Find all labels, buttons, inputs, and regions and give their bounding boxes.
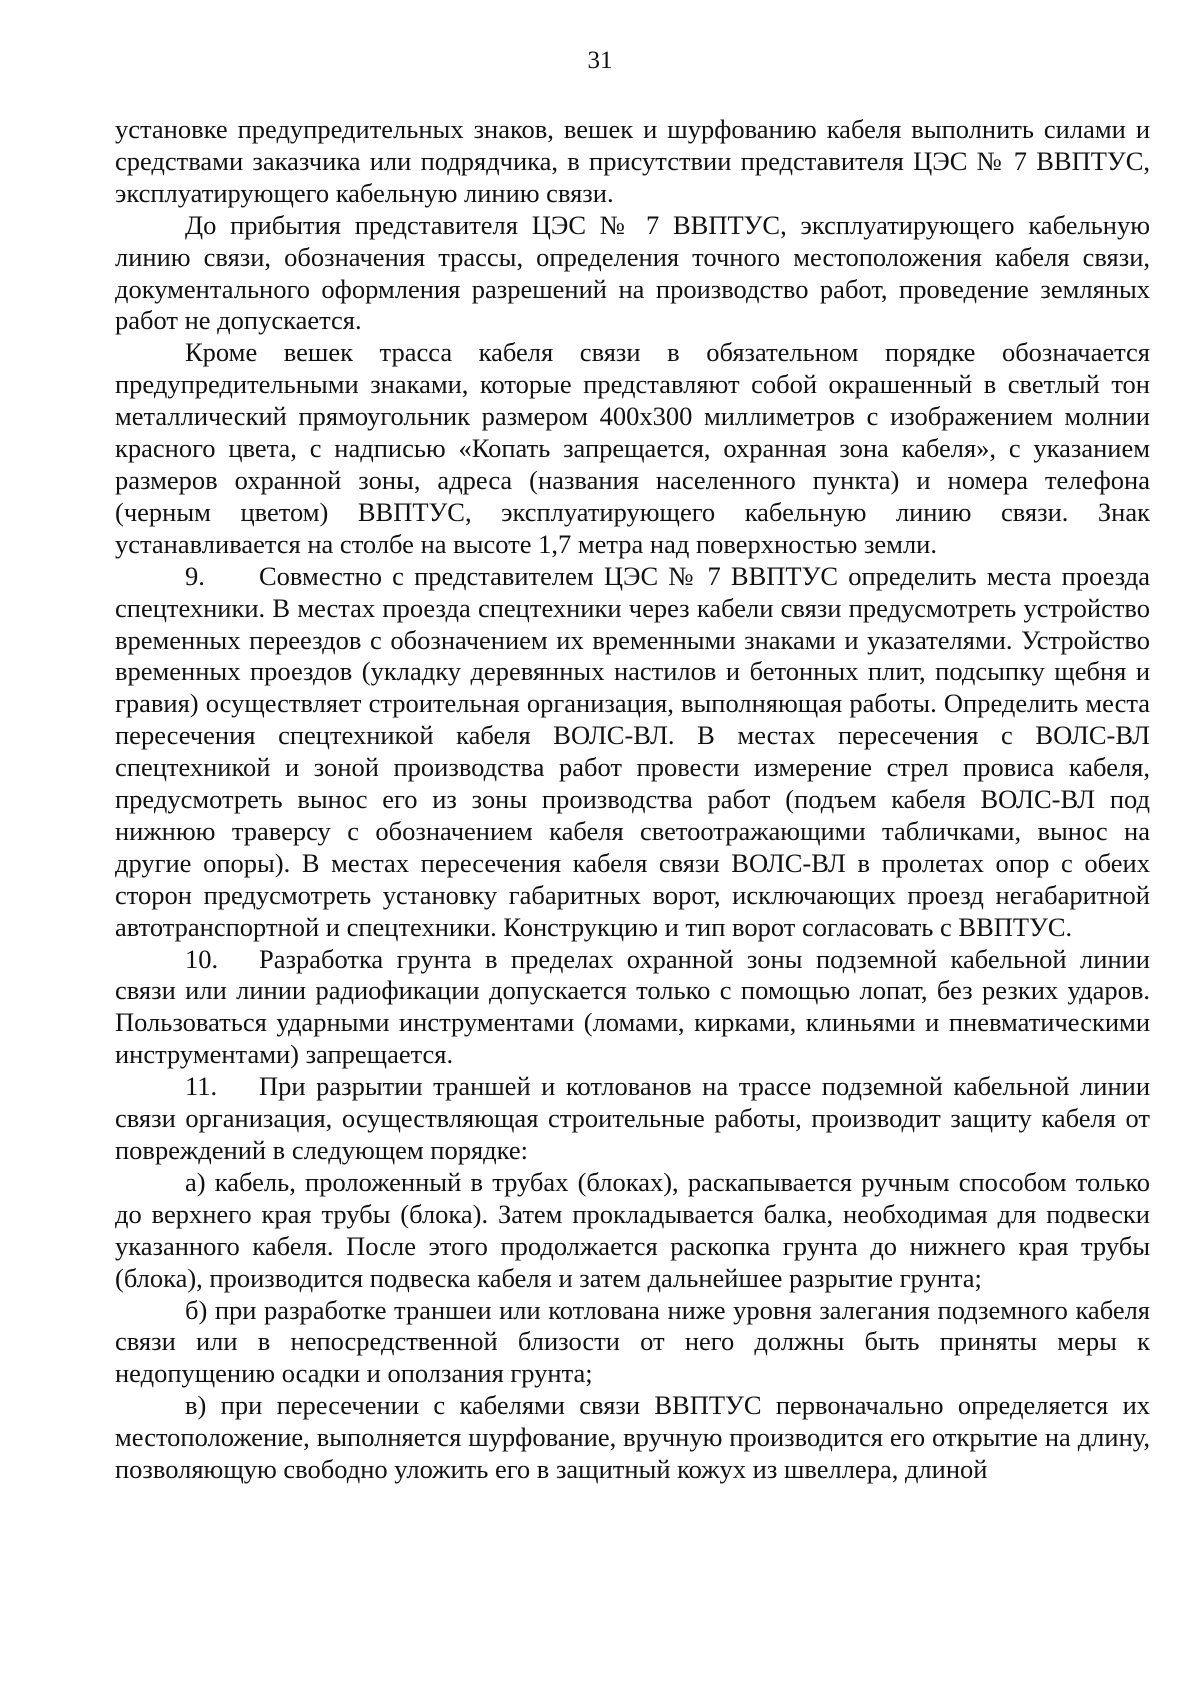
item-number-11: 11. (185, 1071, 218, 1102)
item-number-9: 9. (185, 560, 205, 591)
paragraph-3 (115, 337, 1150, 560)
paragraph-item-9-text: Совместно с представителем ЦЭС № 7 ВВПТУС определить места проезда спецтехники. В местах проезда спецтехники через кабели связи предусмотреть устройство временных переездов с обозначением их временными знаками и указателями. Устройство временных проездов (укладку деревянных настилов и бетонных плит, подсыпку щебня и гравия) осуществляет строительная организация, выполняющая работы. Определить места пересечения спецтехникой кабеля ВОЛС-ВЛ. В местах пересечения с ВОЛС-ВЛ спецтехникой и зоной производства работ провести измерение стрел провиса кабеля, предусмотреть вынос его из зоны производства работ (подъем кабеля ВОЛС-ВЛ под нижнюю траверсу с обозначением кабеля светоотражающими табличками, вынос на другие опоры). В местах пересечения кабеля связи ВОЛС-ВЛ в пролетах опор с обеих сторон предусмотреть установку габаритных ворот, исключающих проезд негабаритной автотранспортной и спецтехники. Конструкцию и тип ворот согласовать с ВВПТУС. (115, 560, 1150, 942)
paragraph-1 (115, 114, 1150, 210)
paragraph-1-text: установке предупредительных знаков, вешек и шурфованию кабеля выполнить силами и средствами заказчика или подрядчика, в присутствии представителя ЦЭС № 7 ВВПТУС, эксплуатирующего кабельную линию связи. (115, 114, 1150, 208)
subitem-a (115, 1167, 1150, 1295)
paragraph-item-9 (115, 561, 1150, 944)
page-number: 31 (587, 47, 613, 74)
paragraph-item-11-text: При разрытии траншей и котлованов на трассе подземной кабельной линии связи организация, осуществляющая строительные работы, производит защиту кабеля от повреждений в следующем порядке: (115, 1071, 1150, 1165)
subitem-v-text: в) при пересечении с кабелями связи ВВПТУС первоначально определяется их местоположение, выполняется шурфование, вручную производится его открытие на длину, позволяющую свободно уложить его в защитный кожух из швеллера, длиной (115, 1390, 1150, 1485)
document-body (115, 114, 1150, 1486)
paragraph-item-11 (115, 1071, 1150, 1167)
item-number-10: 10. (185, 943, 219, 974)
paragraph-2-text: До прибытия представителя ЦЭС № 7 ВВПТУС, эксплуатирующего кабельную линию связи, обозначения трассы, определения точного местоположения кабеля связи, документального оформления разрешений на производство работ, проведение земляных работ не допускается. (115, 209, 1150, 336)
paragraph-3-text: Кроме вешек трасса кабеля связи в обязательном порядке обозначается предупредительными знаками, которые представляют собой окрашенный в светлый тон металлический прямоугольник размером 400х300 миллиметров с изображением молнии красного цвета, с надписью «Копать запрещается, охранная зона кабеля», с указанием размеров охранной зоны, адреса (названия населенного пункта) и номера телефона (черным цветом) ВВПТУС, эксплуатирующего кабельную линию связи. Знак устанавливается на столбе на высоте 1,7 метра над поверхностью земли. (115, 337, 1150, 559)
subitem-b (115, 1295, 1150, 1391)
paragraph-2 (115, 210, 1150, 338)
subitem-a-text: а) кабель, проложенный в трубах (блоках), раскапывается ручным способом только до верхнего края трубы (блока). Затем прокладывается балка, необходимая для подвески указанного кабеля. После этого продолжается раскопка грунта до нижнего края трубы (блока), производится подвеска кабеля и затем дальнейшее разрытие грунта; (115, 1166, 1150, 1293)
paragraph-item-10-text: Разработка грунта в пределах охранной зоны подземной кабельной линии связи или линии радиофикации допускается только с помощью лопат, без резких ударов. Пользоваться ударными инструментами (ломами, кирками, клиньями и пневматическими инструментами) запрещается. (115, 943, 1150, 1070)
subitem-v (115, 1390, 1150, 1486)
paragraph-item-10 (115, 944, 1150, 1072)
subitem-b-text: б) при разработке траншеи или котлована ниже уровня залегания подземного кабеля связи или в непосредственной близости от него должны быть приняты меры к недопущению осадки и оползания грунта; (115, 1294, 1150, 1389)
